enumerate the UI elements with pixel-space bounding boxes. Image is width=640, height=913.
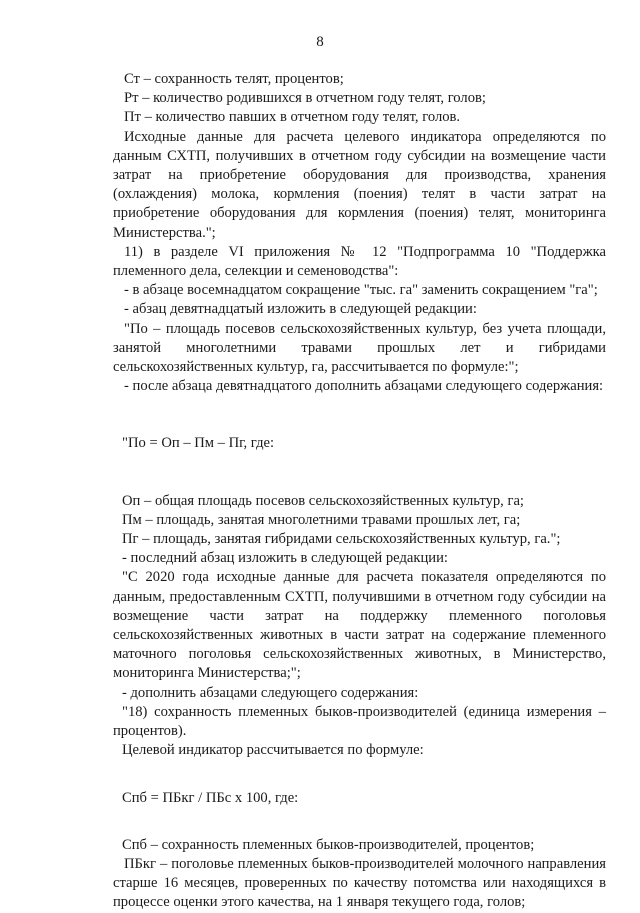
paragraph-add-abzacs: - дополнить абзацами следующего содержания: (122, 684, 419, 701)
paragraph-indicator-formula: Целевой индикатор рассчитывается по формуле: (122, 742, 424, 759)
spacer (113, 396, 606, 434)
paragraph-last-abzac: - последний абзац изложить в следующей редакции: (122, 550, 448, 567)
paragraph-pm-definition: Пм – площадь, занятая многолетними травами прошлых лет, га; (122, 511, 521, 528)
paragraph-item-18: "18) сохранность племенных быков-производителей (единица измерения – процентов). (113, 703, 606, 740)
paragraph-abbreviation-change: - в абзаце восемнадцатом сокращение "тыс. га" заменить сокращением "га"; (124, 282, 598, 299)
paragraph-st-definition: Ст – сохранность телят, процентов; (124, 71, 344, 87)
paragraph-rt-definition: Рт – количество родившихся в отчетном году телят, голов; (124, 90, 486, 107)
paragraph-abzac-19: - абзац девятнадцатый изложить в следующей редакции: (124, 301, 477, 318)
paragraph-op-definition: Оп – общая площадь посевов сельскохозяйственных культур, га; (122, 492, 524, 509)
paragraph-item-11: 11) в разделе VI приложения № 12 "Подпрограмма 10 "Поддержка племенного дела, селекции и семеноводства": (113, 243, 606, 280)
paragraph-after-abzac-19: - после абзаца девятнадцатого дополнить абзацами следующего содержания: (124, 378, 604, 395)
paragraph-pt-definition: Пт – количество павших в отчетном году телят, голов. (124, 109, 461, 126)
spacer (113, 761, 606, 789)
page-number: 8 (316, 34, 324, 50)
paragraph-spb-definition: Спб – сохранность племенных быков-производителей, процентов; (122, 836, 535, 853)
paragraph-po-definition: "По – площадь посевов сельскохозяйственных культур, без учета площади, занятой многолетними травами прошлых лет и гибридами сельскохозяйственных культур, га, рассчитывается по формуле:"; (113, 320, 606, 376)
document-body (113, 70, 606, 913)
paragraph-2020-source-data: "С 2020 года исходные данные для расчета показателя определяются по данным, предоставленным СХТП, получившими в отчетном году субсидии на возмещение части затрат на поддержку племенного поголовья сельскохозяйственных животных в части затрат на содержание племенного маточного поголовья сельскохозяйственных животных, в Министерство, мониторинга Министерства;"; (113, 569, 606, 682)
formula-po: "По = Оп – Пм – Пг, где: (122, 435, 275, 452)
spacer (113, 808, 606, 836)
paragraph-source-data: Исходные данные для расчета целевого индикатора определяются по данным СХТП, получивших в отчетном году субсидии на возмещение части затрат на приобретение оборудования для производства, хранения (охлаждения) молока, кормления (поения) телят в части затрат на приобретение оборудования для кормления (поения) телят, мониторинга Министерства."; (113, 128, 606, 241)
paragraph-pbkg-definition: ПБкг – поголовье племенных быков-производителей молочного направления старше 16 месяцев, проверенных по качеству потомства или находящихся в процессе оценки этого качества, на 1 января текущего года, голов; (113, 855, 606, 911)
spacer (113, 454, 606, 492)
formula-spb: Спб = ПБкг / ПБс х 100, где: (122, 789, 299, 806)
paragraph-pg-definition: Пг – площадь, занятая гибридами сельскохозяйственных культур, га."; (122, 531, 561, 548)
